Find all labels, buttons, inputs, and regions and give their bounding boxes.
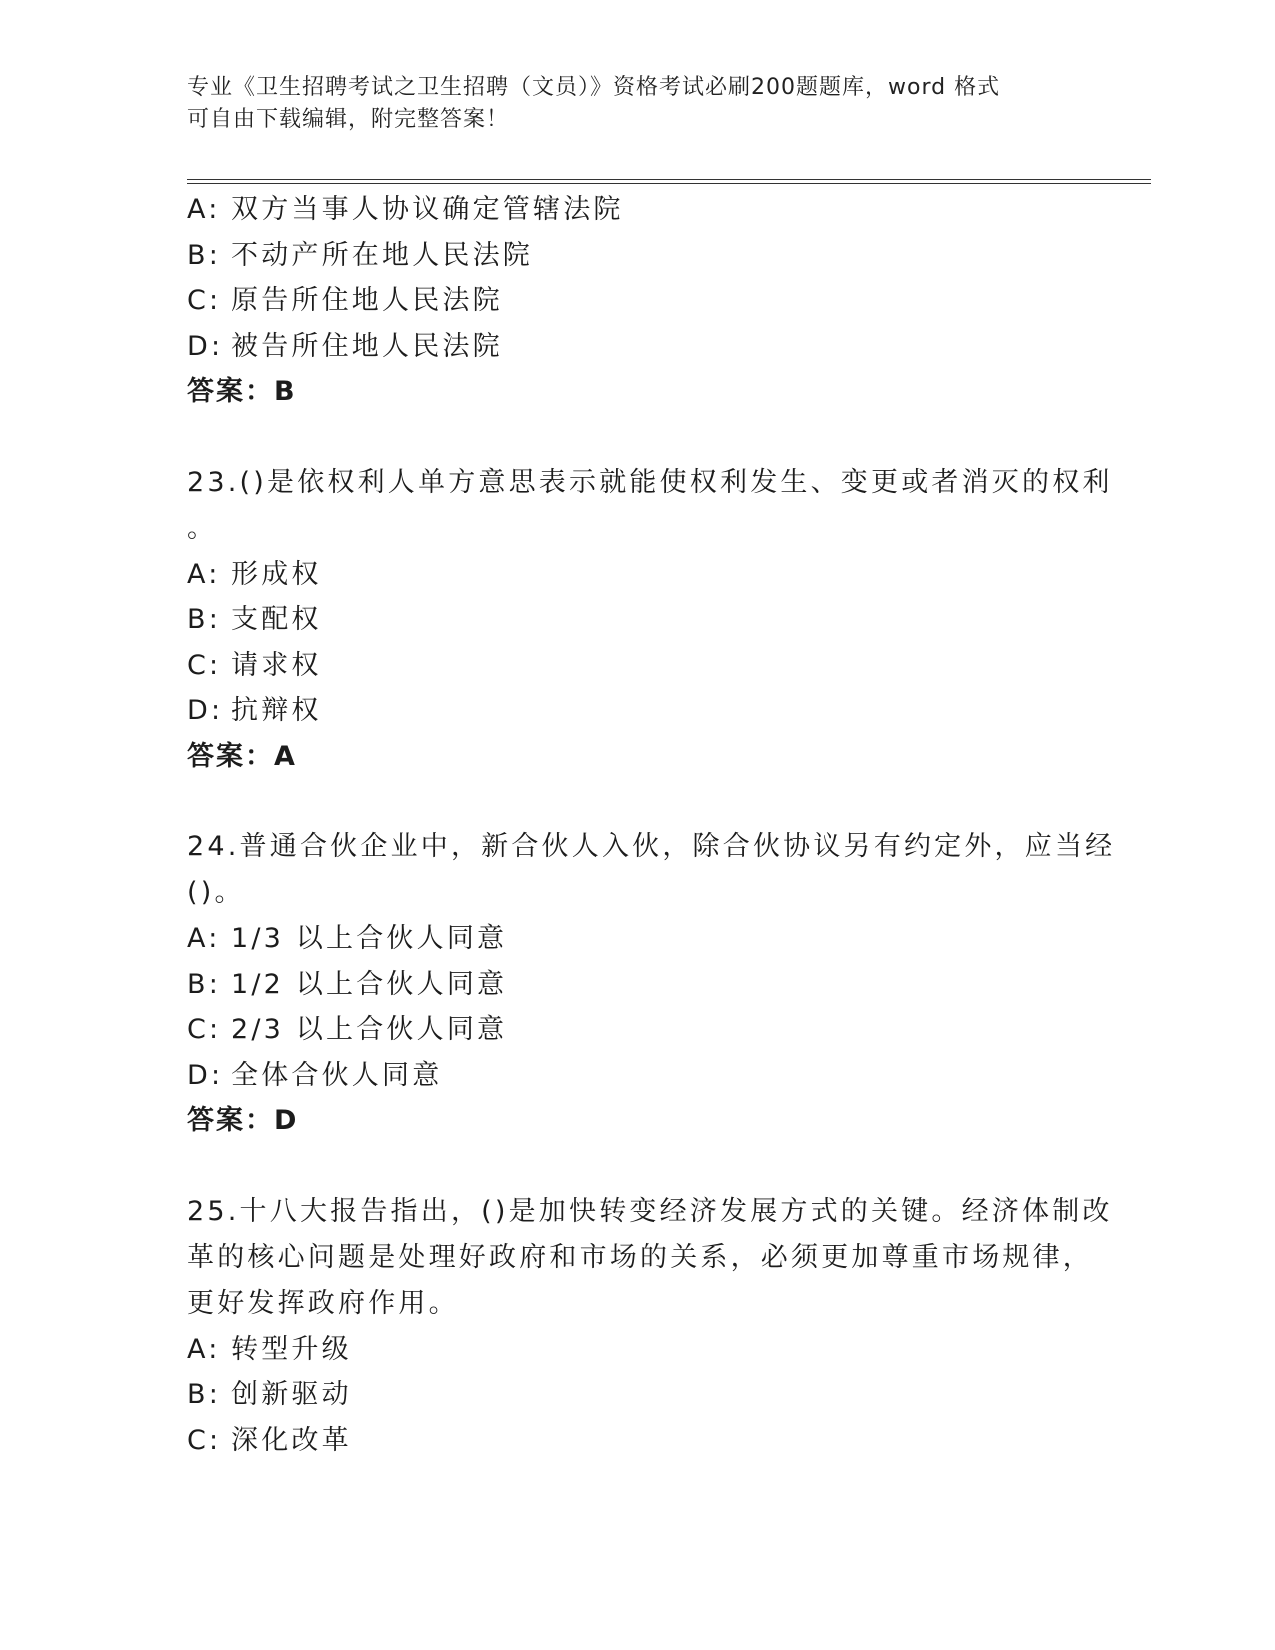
- option-d: D: 全体合伙人同意: [187, 1059, 443, 1091]
- option-a: A: 1/3 以上合伙人同意: [187, 923, 508, 954]
- question-text: 24.普通合伙企业中，新合伙人入伙，除合伙协议另有约定外，应当经 ()。: [187, 831, 1116, 908]
- option-d: D: 抗辩权: [187, 695, 322, 726]
- option-c: C: 2/3 以上合伙人同意: [187, 1014, 508, 1045]
- option-b: B: 创新驱动: [187, 1379, 352, 1410]
- option-c: C: 原告所住地人民法院: [187, 285, 503, 316]
- header-divider-top: [187, 179, 1151, 180]
- option-c: C: 请求权: [187, 649, 322, 681]
- option-b: B: 不动产所在地人民法院: [187, 239, 533, 271]
- option-b: B: 1/2 以上合伙人同意: [187, 968, 508, 1000]
- option-a: A: 形成权: [187, 558, 322, 590]
- question-block-24: [187, 824, 1116, 1144]
- question-block-23: [187, 460, 1113, 780]
- question-list: [187, 187, 1116, 1463]
- header-divider-bottom: [187, 183, 1151, 184]
- answer: 答案：B: [187, 376, 297, 407]
- option-c: C: 深化改革: [187, 1424, 352, 1456]
- header-line-1: 专业《卫生招聘考试之卫生招聘（文员）》资格考试必刷200题题库，word 格式: [187, 75, 1001, 100]
- question-text: 25.十八大报告指出，()是加快转变经济发展方式的关键。经济体制改 革的核心问题是处理好政府和市场的关系，必须更加尊重市场规律， 更好发挥政府作用。: [187, 1195, 1113, 1319]
- header-line-2: 可自由下载编辑，附完整答案！: [187, 107, 510, 132]
- document-header: [187, 72, 1067, 136]
- answer: 答案：D: [187, 1105, 299, 1136]
- answer: 答案：A: [187, 740, 297, 772]
- option-b: B: 支配权: [187, 604, 322, 635]
- option-a: A: 转型升级: [187, 1333, 352, 1365]
- question-block-22: [187, 187, 1077, 415]
- option-d: D: 被告所住地人民法院: [187, 330, 503, 362]
- question-block-25: [187, 1189, 1113, 1464]
- option-a: A: 双方当事人协议确定管辖法院: [187, 194, 624, 225]
- question-text: 23.()是依权利人单方意思表示就能使权利发生、变更或者消灭的权利 。: [187, 466, 1113, 544]
